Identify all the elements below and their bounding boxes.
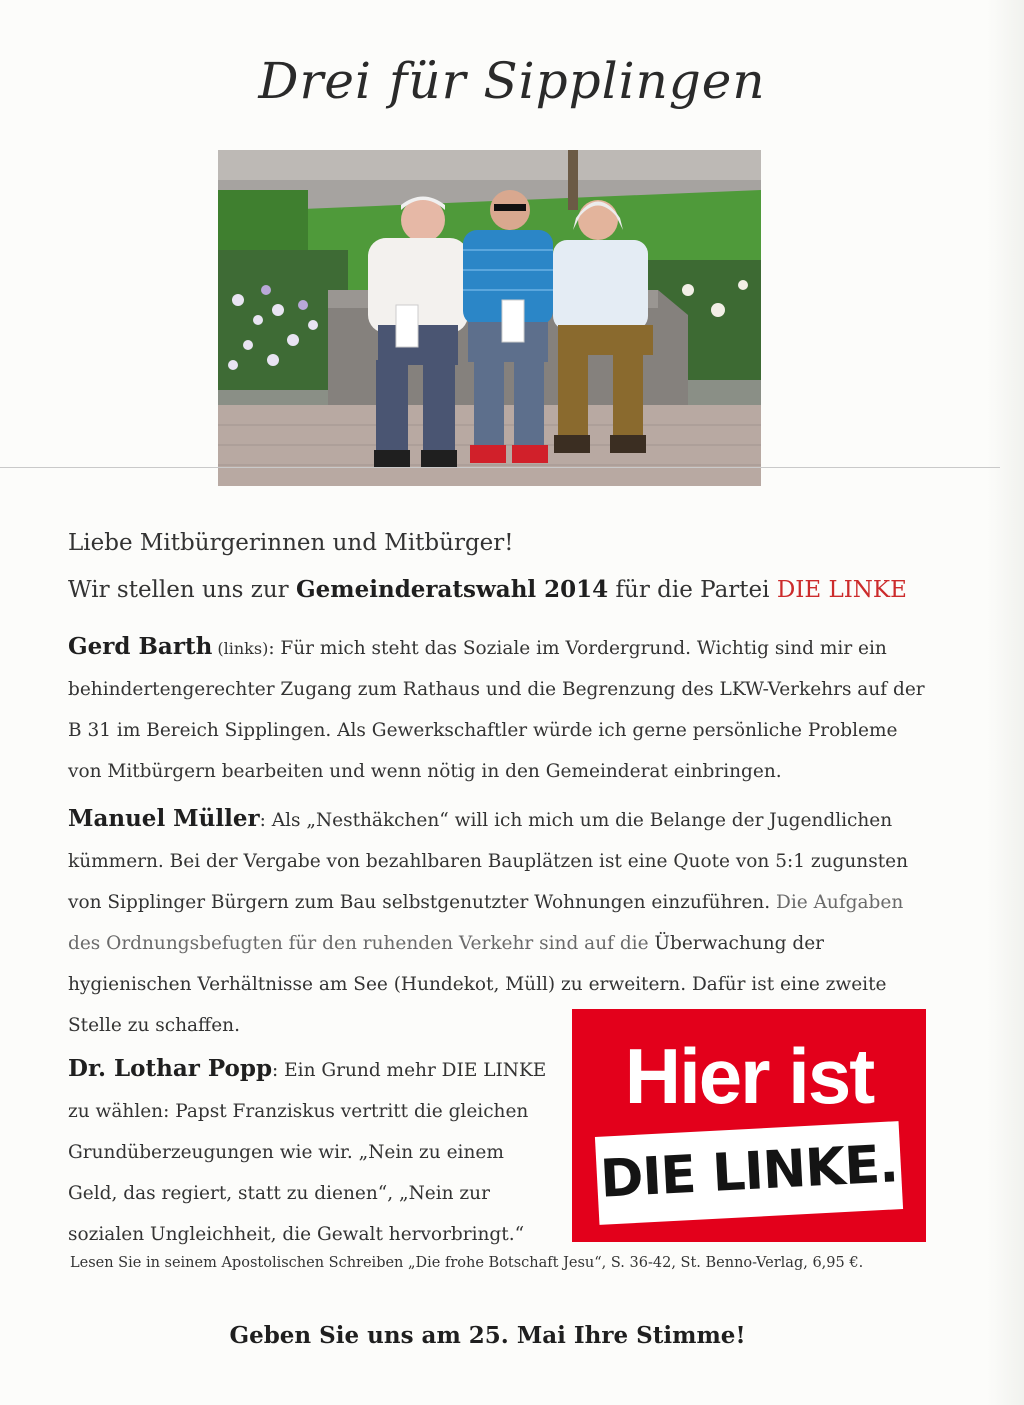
intro-middle: für die Partei xyxy=(608,577,777,603)
logo-line-1: Hier ist xyxy=(624,1032,874,1120)
candidate-name: Gerd Barth xyxy=(68,633,213,660)
candidate-text-faded: Die Aufgaben des Ordnungsbefugten für den ruhenden Verkehr sind auf die xyxy=(68,892,904,954)
candidate-text-end: Überwachung der hygienischen Verhältnisse am See (Hundekot, Müll) zu erweitern. Dafür ist eine zweite Stelle zu schaffen. xyxy=(68,933,887,1036)
candidate-text: : Ein Grund mehr DIE LINKE zu wählen: Papst Franziskus vertritt die gleichen Grundüberzeugungen wie wir. „Nein zu einem Geld, das regiert, statt zu dienen“, „Nein zur sozialen Ungleichheit, die Gewalt hervorbringt.“ xyxy=(68,1060,547,1245)
group-photo xyxy=(218,150,761,486)
candidate-paragraph-barth xyxy=(68,626,928,792)
flyer-title: Drei für Sipplingen xyxy=(258,52,766,110)
logo-line-2: DIE LINKE. xyxy=(598,1134,900,1210)
candidate-name: Dr. Lothar Popp xyxy=(68,1055,273,1082)
intro-before: Wir stellen uns zur xyxy=(68,577,296,603)
candidate-text: : Als „Nesthäkchen“ will ich mich um die Belange der Jugendlichen kümmern. Bei der Vergabe von bezahlbaren Bauplätzen ist eine Quote von 5:1 zugunsten von Sipplinger Bürgern zum Bau selbstgenutzter Wohnungen einzuführen. xyxy=(68,810,909,913)
intro-election: Gemeinderatswahl 2014 xyxy=(295,576,609,603)
candidate-position-note: (links) xyxy=(212,639,269,658)
closing-call: Geben Sie uns am 25. Mai Ihre Stimme! xyxy=(229,1322,746,1349)
greeting: Liebe Mitbürgerinnen und Mitbürger! xyxy=(68,530,514,556)
candidate-paragraph-popp xyxy=(68,1048,558,1255)
candidate-name: Manuel Müller xyxy=(68,805,260,832)
intro-line xyxy=(68,576,907,603)
intro-party: DIE LINKE xyxy=(776,577,907,603)
book-reference-note: Lesen Sie in seinem Apostolischen Schreiben „Die frohe Botschaft Jesu“, S. 36-42, St. Benno-Verlag, 6,95 €. xyxy=(70,1255,864,1271)
page-edge xyxy=(986,0,1024,1405)
fold-line xyxy=(0,467,1000,468)
die-linke-logo xyxy=(572,1009,926,1242)
candidate-text: : Für mich steht das Soziale im Vordergrund. Wichtig sind mir ein behindertengerechter Zugang zum Rathaus und die Begrenzung des LKW-Verkehrs auf der B 31 im Bereich Sipplingen. Als Gewerkschaftler würde ich gerne persönliche Probleme von Mitbürgern bearbeiten und wenn nötig in den Gemeinderat einbringen. xyxy=(68,638,925,782)
